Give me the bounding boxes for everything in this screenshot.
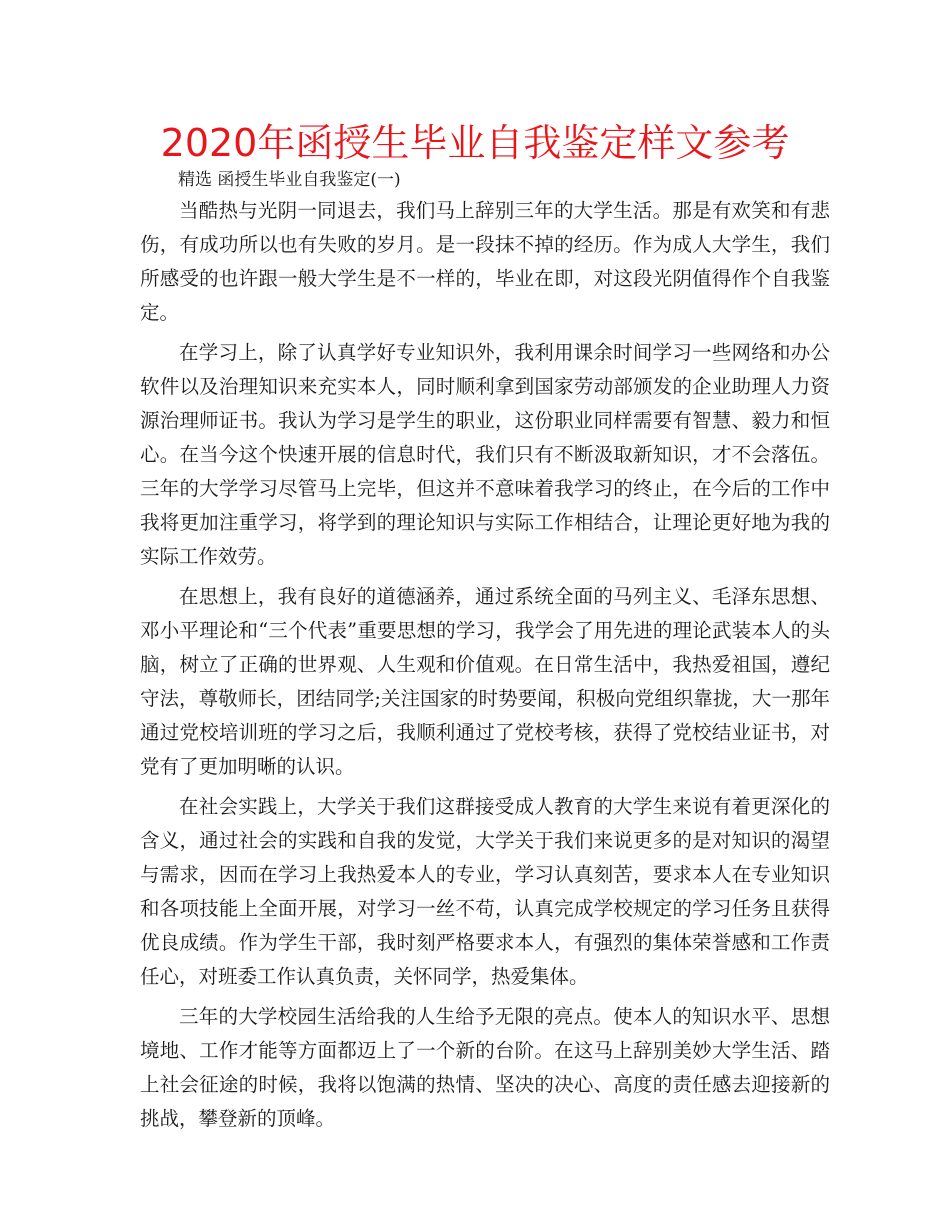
paragraph: 在社会实践上，大学关于我们这群接受成人教育的大学生来说有着更深化的含义，通过社会的实践和自我的发觉，大学关于我们来说更多的是对知识的渴望与需求，因而在学习上我热爱本人的专业，学习认真刻苦，要求本人在专业知识和各项技能上全面开展，对学习一丝不苟，认真完成学校规定的学习任务且获得优良成绩。作为学生干部，我时刻严格要求本人，有强烈的集体荣誉感和工作责任心，对班委工作认真负责，关怀同学，热爱集体。 bbox=[140, 795, 830, 988]
document-title: 2020年函授生毕业自我鉴定样文参考 bbox=[160, 121, 790, 165]
document-subtitle: 精选 函授生毕业自我鉴定(一) bbox=[178, 170, 401, 190]
paragraph: 当酷热与光阴一同退去，我们马上辞别三年的大学生活。那是有欢笑和有悲伤，有成功所以也有失败的岁月。是一段抹不掉的经历。作为成人大学生，我们所感受的也许跟一般大学生是不一样的，毕业在即，对这段光阴值得作个自我鉴定。 bbox=[140, 199, 830, 324]
paragraph: 在思想上，我有良好的道德涵养，通过系统全面的马列主义、毛泽东思想、邓小平理论和“三个代表”重要思想的学习，我学会了用先进的理论武装本人的头脑，树立了正确的世界观、人生观和价值观。在日常生活中，我热爱祖国，遵纪守法，尊敬师长，团结同学;关注国家的时势要闻，积极向党组织靠拢，大一那年通过党校培训班的学习之后，我顺利通过了党校考核，获得了党校结业证书，对党有了更加明晰的认识。 bbox=[140, 585, 830, 778]
paragraph: 在学习上，除了认真学好专业知识外，我利用课余时间学习一些网络和办公软件以及治理知识来充实本人，同时顺利拿到国家劳动部颁发的企业助理人力资源治理师证书。我认为学习是学生的职业，这份职业同样需要有智慧、毅力和恒心。在当今这个快速开展的信息时代，我们只有不断汲取新知识，才不会落伍。三年的大学学习尽管马上完毕，但这并不意味着我学习的终止，在今后的工作中我将更加注重学习，将学到的理论知识与实际工作相结合，让理论更好地为我的实际工作效劳。 bbox=[140, 341, 830, 568]
document-body bbox=[140, 194, 830, 1142]
paragraph: 三年的大学校园生活给我的人生给予无限的亮点。使本人的知识水平、思想境地、工作才能等方面都迈上了一个新的台阶。在这马上辞别美妙大学生活、踏上社会征途的时候，我将以饱满的热情、坚决的决心、高度的责任感去迎接新的挑战，攀登新的顶峰。 bbox=[140, 1005, 830, 1130]
